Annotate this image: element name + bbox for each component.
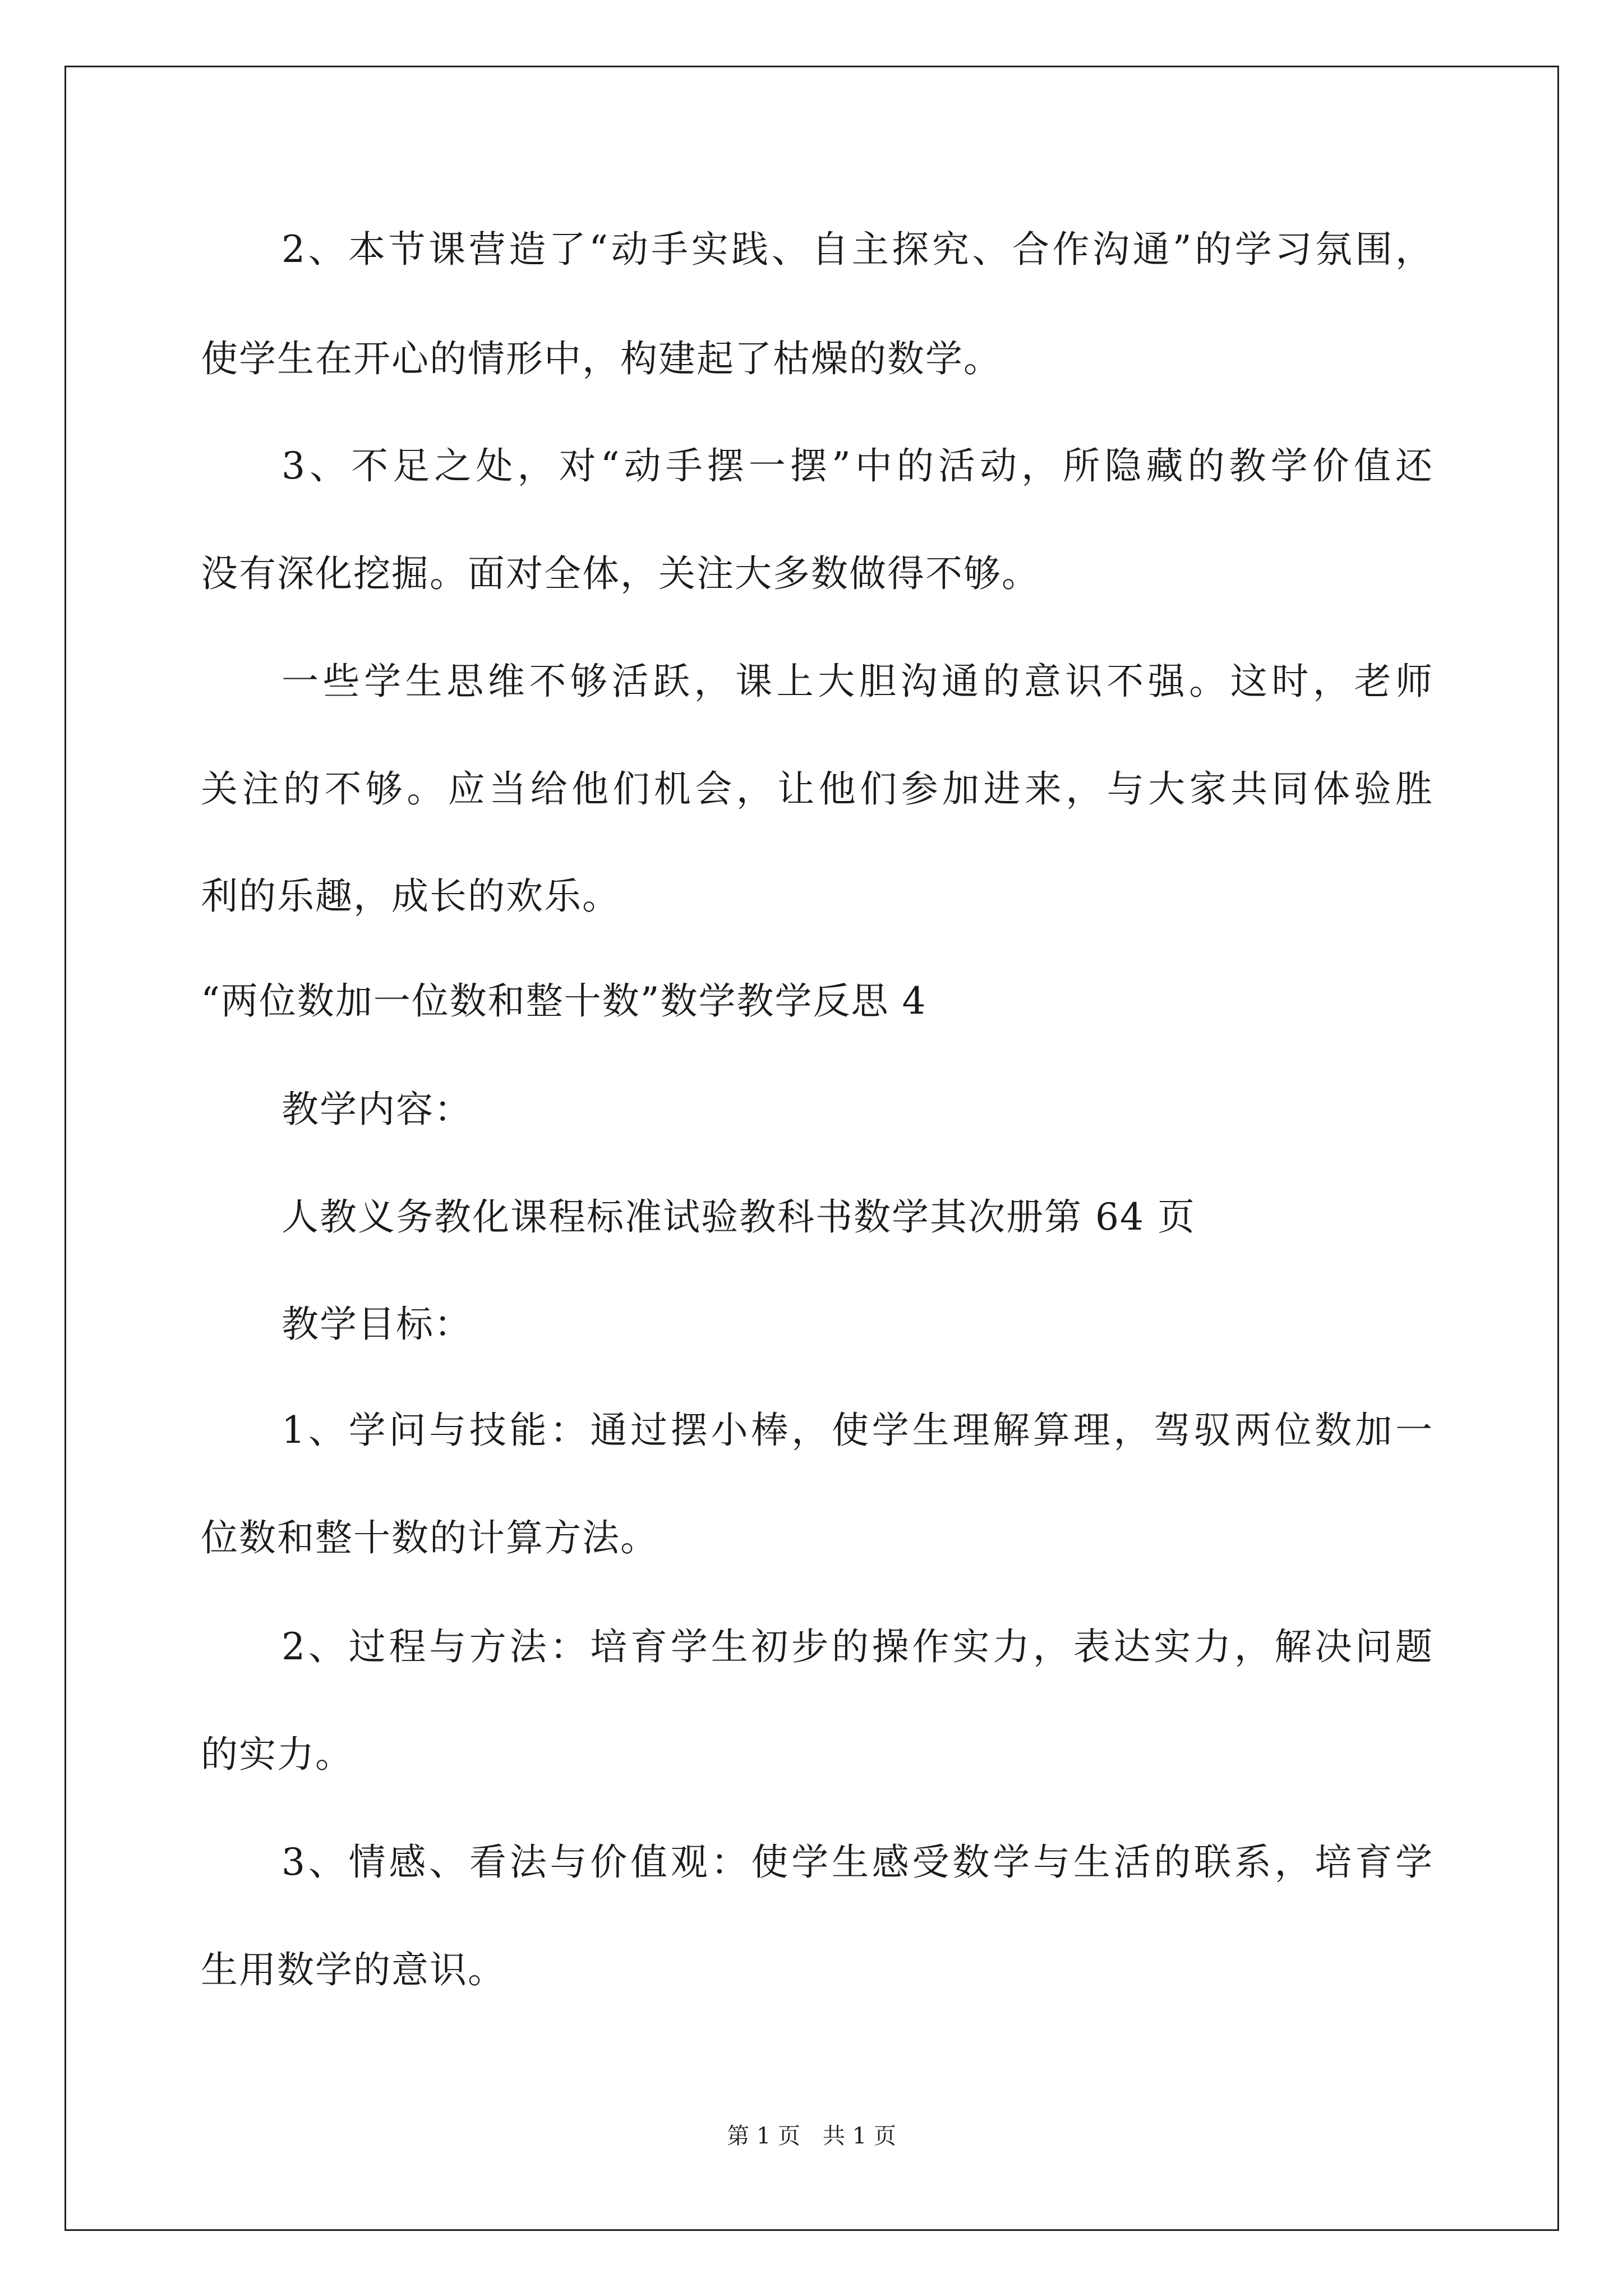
content-label: 教学内容： [282,1088,472,1131]
paragraph-line: 位数和整十数的计算方法。 [201,1516,658,1559]
paragraph-line: 关注的不够。应当给他们机会，让他们参加进来，与大家共同体验胜 [201,767,1433,811]
document-body [201,0,1433,2296]
paragraph-line: 没有深化挖掘。面对全体，关注大多数做得不够。 [201,552,1040,595]
goals-label: 教学目标： [282,1303,472,1346]
paragraph-line: 2、本节课营造了“动手实践、自主探究、合作沟通”的学习氛围， [282,228,1433,271]
page-footer: 第 1 页 共 1 页 [727,2123,896,2149]
paragraph-line: 利的乐趣，成长的欢乐。 [201,875,620,918]
paragraph-line: 的实力。 [201,1733,353,1776]
paragraph-line: 3、不足之处，对“动手摆一摆”中的活动，所隐藏的教学价值还 [282,444,1433,487]
paragraph-line: 2、过程与方法：培育学生初步的操作实力，表达实力，解决问题 [282,1625,1433,1668]
paragraph-line: 1、学问与技能：通过摆小棒，使学生理解算理，驾驭两位数加一 [282,1409,1433,1452]
section-heading: “两位数加一位数和整十数”数学教学反思 4 [201,979,927,1023]
paragraph-line: 使学生在开心的情形中，构建起了枯燥的数学。 [201,337,1002,380]
paragraph-line: 3、情感、看法与价值观：使学生感受数学与生活的联系，培育学 [282,1841,1433,1884]
paragraph-line: 一些学生思维不够活跃，课上大胆沟通的意识不强。这时，老师 [282,660,1433,703]
content-text: 人教义务教化课程标准试验教科书数学其次册第 64 页 [282,1195,1196,1239]
paragraph-line: 生用数学的意识。 [201,1948,506,1991]
